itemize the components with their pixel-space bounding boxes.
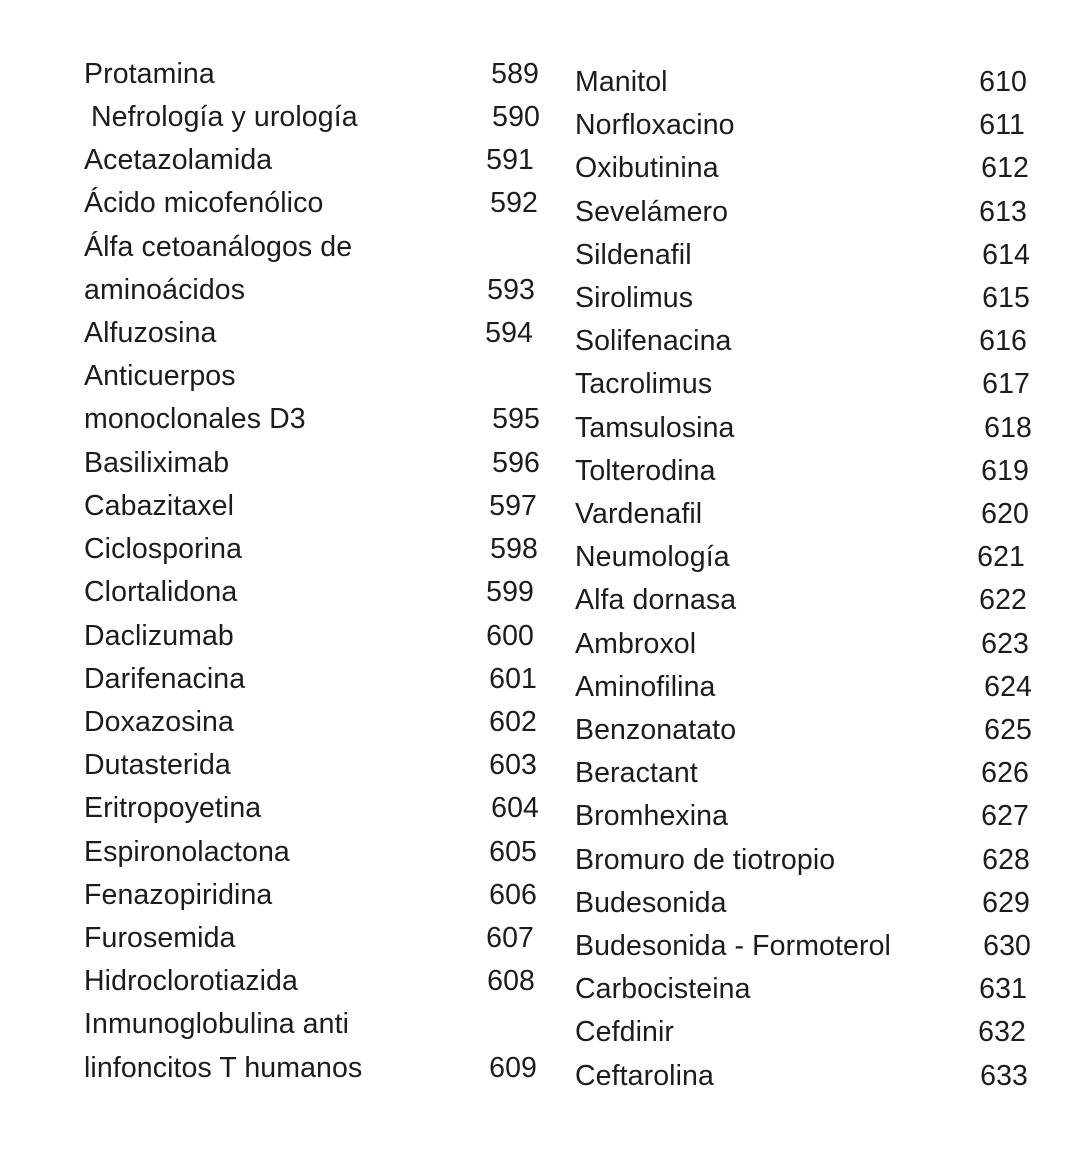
entry-page-number: 592 — [490, 187, 538, 219]
entry-label: Tolterodina — [575, 455, 716, 487]
entry-label: Neumología — [575, 541, 730, 573]
entry-label: Vardenafil — [575, 498, 703, 530]
entry-page-number: 618 — [984, 412, 1032, 444]
index-entry — [575, 626, 1045, 662]
index-entry — [84, 401, 554, 437]
entry-label: Darifenacina — [84, 663, 246, 695]
index-entry — [84, 661, 554, 697]
entry-page-number: 605 — [489, 836, 537, 868]
entry-page-number: 622 — [979, 584, 1027, 616]
index-entry — [84, 445, 554, 481]
entry-label: Daclizumab — [84, 620, 234, 652]
entry-label: Fenazopiridina — [84, 879, 273, 911]
index-entry — [575, 582, 1045, 618]
entry-label: Budesonida - Formoterol — [575, 930, 891, 962]
entry-page-number: 594 — [485, 317, 533, 349]
index-entry — [575, 669, 1045, 705]
index-entry — [84, 488, 554, 524]
entry-page-number: 625 — [984, 714, 1032, 746]
entry-page-number: 603 — [489, 749, 537, 781]
entry-label: Norfloxacino — [575, 109, 735, 141]
entry-label: Sevelámero — [575, 196, 729, 228]
index-entry — [84, 618, 554, 654]
index-entry — [84, 834, 554, 870]
entry-page-number: 595 — [492, 403, 540, 435]
entry-label: Nefrología y urología — [91, 101, 358, 133]
index-entry — [84, 272, 554, 308]
entry-page-number: 632 — [978, 1016, 1026, 1048]
entry-label: Ceftarolina — [575, 1060, 714, 1092]
index-entry — [84, 315, 554, 351]
entry-page-number: 609 — [489, 1052, 537, 1084]
entry-page-number: 590 — [492, 101, 540, 133]
entry-label: Sildenafil — [575, 239, 692, 271]
index-entry — [575, 539, 1045, 575]
entry-page-number: 606 — [489, 879, 537, 911]
entry-label: Alfa dornasa — [575, 584, 737, 616]
index-entry — [575, 1014, 1045, 1050]
index-entry — [575, 798, 1045, 834]
index-entry — [575, 410, 1045, 446]
entry-label: Beractant — [575, 757, 698, 789]
entry-label: Oxibutinina — [575, 152, 719, 184]
entry-page-number: 599 — [486, 576, 534, 608]
entry-label: Acetazolamida — [84, 144, 273, 176]
entry-label: Solifenacina — [575, 325, 732, 357]
index-entry — [575, 928, 1045, 964]
entry-page-number: 602 — [489, 706, 537, 738]
entry-label: Tamsulosina — [575, 412, 735, 444]
entry-page-number: 611 — [979, 109, 1025, 141]
entry-label: Furosemida — [84, 922, 236, 954]
index-entry — [575, 107, 1045, 143]
index-entry — [84, 1006, 554, 1042]
index-entry — [575, 755, 1045, 791]
index-entry — [575, 280, 1045, 316]
entry-page-number: 624 — [984, 671, 1032, 703]
entry-label: Ambroxol — [575, 628, 697, 660]
entry-page-number: 629 — [982, 887, 1030, 919]
entry-page-number: 630 — [983, 930, 1031, 962]
index-entry — [575, 712, 1045, 748]
index-entry — [575, 237, 1045, 273]
entry-page-number: 600 — [486, 620, 534, 652]
index-entry — [575, 366, 1045, 402]
index-entry — [575, 453, 1045, 489]
entry-label: Benzonatato — [575, 714, 737, 746]
entry-label: Hidroclorotiazida — [84, 965, 298, 997]
entry-label: Espironolactona — [84, 836, 290, 868]
entry-label: Ácido micofenólico — [84, 187, 324, 219]
entry-page-number: 619 — [981, 455, 1029, 487]
entry-page-number: 633 — [980, 1060, 1028, 1092]
entry-label: Cefdinir — [575, 1016, 675, 1048]
index-entry — [575, 64, 1045, 100]
entry-page-number: 614 — [982, 239, 1030, 271]
entry-page-number: 597 — [489, 490, 537, 522]
entry-page-number: 626 — [981, 757, 1029, 789]
entry-label: Anticuerpos — [84, 360, 236, 392]
entry-label: monoclonales D3 — [84, 403, 306, 435]
entry-label: Doxazosina — [84, 706, 234, 738]
entry-page-number: 598 — [490, 533, 538, 565]
entry-label: Ciclosporina — [84, 533, 243, 565]
entry-label: Basiliximab — [84, 447, 230, 479]
index-entry — [84, 142, 554, 178]
entry-page-number: 623 — [981, 628, 1029, 660]
entry-label: Bromuro de tiotropio — [575, 844, 836, 876]
entry-page-number: 613 — [979, 196, 1027, 228]
index-entry — [575, 150, 1045, 186]
entry-label: Sirolimus — [575, 282, 694, 314]
index-entry — [84, 185, 554, 221]
index-entry — [84, 531, 554, 567]
entry-page-number: 601 — [489, 663, 537, 695]
entry-page-number: 596 — [492, 447, 540, 479]
index-entry — [84, 790, 554, 826]
index-entry — [84, 56, 554, 92]
index-entry — [84, 1050, 554, 1086]
index-entry — [84, 747, 554, 783]
entry-label: Inmunoglobulina anti — [84, 1008, 350, 1040]
index-entry — [575, 971, 1045, 1007]
entry-label: Dutasterida — [84, 749, 231, 781]
index-entry — [84, 963, 554, 999]
entry-page-number: 608 — [487, 965, 535, 997]
entry-page-number: 615 — [982, 282, 1030, 314]
entry-label: linfoncitos T humanos — [84, 1052, 363, 1084]
index-entry — [575, 496, 1045, 532]
entry-label: Budesonida — [575, 887, 727, 919]
entry-page-number: 612 — [981, 152, 1029, 184]
entry-page-number: 589 — [491, 58, 539, 90]
entry-label: Bromhexina — [575, 800, 729, 832]
entry-page-number: 616 — [979, 325, 1027, 357]
entry-label: Tacrolimus — [575, 368, 713, 400]
entry-page-number: 604 — [491, 792, 539, 824]
entry-page-number: 607 — [486, 922, 534, 954]
entry-page-number: 593 — [487, 274, 535, 306]
entry-label: Cabazitaxel — [84, 490, 235, 522]
entry-label: Aminofilina — [575, 671, 716, 703]
entry-label: Álfa cetoanálogos de — [84, 231, 353, 263]
entry-page-number: 627 — [981, 800, 1029, 832]
entry-label: Clortalidona — [84, 576, 238, 608]
index-entry — [575, 1058, 1045, 1094]
entry-label: Carbocisteina — [575, 973, 751, 1005]
index-entry — [84, 99, 554, 135]
entry-page-number: 621 — [977, 541, 1025, 573]
index-entry — [84, 920, 554, 956]
entry-page-number: 591 — [486, 144, 534, 176]
entry-page-number: 610 — [979, 66, 1027, 98]
index-entry — [575, 885, 1045, 921]
entry-label: aminoácidos — [84, 274, 246, 306]
index-entry — [84, 574, 554, 610]
index-entry — [84, 358, 554, 394]
index-entry — [84, 704, 554, 740]
index-entry — [84, 877, 554, 913]
index-entry — [575, 842, 1045, 878]
entry-label: Alfuzosina — [84, 317, 217, 349]
entry-page-number: 617 — [982, 368, 1030, 400]
entry-label: Protamina — [84, 58, 215, 90]
entry-label: Eritropoyetina — [84, 792, 262, 824]
index-entry — [84, 229, 554, 265]
entry-page-number: 631 — [979, 973, 1027, 1005]
index-entry — [575, 194, 1045, 230]
entry-label: Manitol — [575, 66, 668, 98]
entry-page-number: 628 — [982, 844, 1030, 876]
entry-page-number: 620 — [981, 498, 1029, 530]
index-entry — [575, 323, 1045, 359]
